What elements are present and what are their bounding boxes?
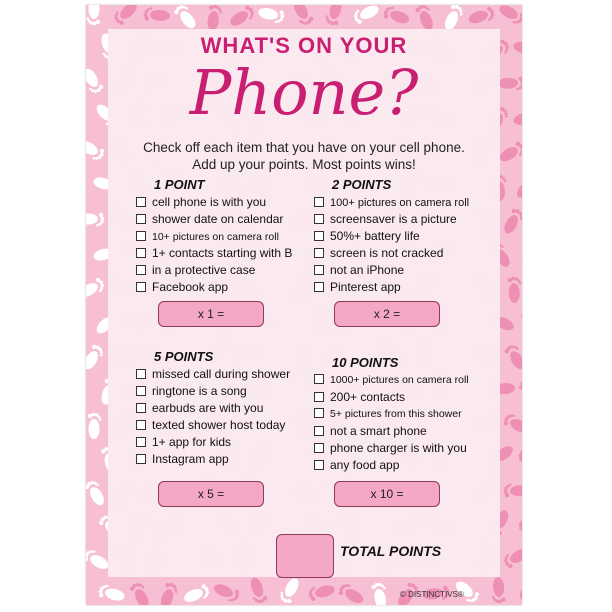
footprint-icon [246, 576, 268, 605]
instructions-line-2: Add up your points. Most points wins! [192, 157, 416, 172]
item-label: earbuds are with you [152, 401, 264, 415]
footprint-icon [143, 7, 170, 23]
checkbox[interactable] [136, 231, 146, 241]
list-item[interactable] [136, 366, 290, 383]
section-heading-1-point: 1 POINT [154, 177, 205, 192]
section-heading-2-points: 2 POINTS [332, 177, 392, 192]
checkbox[interactable] [136, 420, 146, 430]
list-item[interactable] [136, 383, 290, 400]
score-field-5-points[interactable]: x 5 = [158, 481, 264, 507]
item-label: 1+ app for kids [152, 435, 232, 449]
score-field-1-point[interactable]: x 1 = [158, 301, 264, 327]
list-item[interactable] [314, 389, 469, 406]
footprint-icon [324, 5, 345, 27]
checkbox[interactable] [136, 386, 146, 396]
list-item[interactable] [314, 228, 469, 245]
list-item[interactable] [136, 434, 290, 451]
footprint-icon [206, 5, 223, 32]
item-label: in a protective case [152, 263, 256, 277]
list-item[interactable] [314, 372, 469, 389]
item-label: 5+ pictures from this shower [330, 408, 462, 420]
checkbox[interactable] [136, 197, 146, 207]
footprint-icon [517, 513, 522, 534]
checkbox[interactable] [314, 231, 324, 241]
section-heading-10-points: 10 POINTS [332, 355, 399, 370]
footprint-icon [86, 5, 100, 25]
list-item[interactable] [314, 245, 469, 262]
item-label: screensaver is a picture [330, 212, 457, 226]
item-label: ringtone is a song [152, 384, 247, 398]
title-line-1: WHAT'S ON YOUR [200, 33, 408, 58]
list-item[interactable] [314, 457, 469, 474]
footprint-icon [502, 411, 522, 436]
total-points-field[interactable] [276, 534, 334, 578]
game-card [86, 5, 522, 605]
footprint-icon [111, 5, 140, 27]
list-item[interactable] [314, 194, 469, 211]
item-label: texted shower host today [152, 418, 286, 432]
item-label: not an iPhone [330, 263, 405, 277]
footprint-icon [227, 5, 257, 30]
list-item[interactable] [136, 451, 290, 468]
item-label: not a smart phone [330, 424, 427, 438]
item-label: shower date on calendar [152, 212, 284, 226]
item-label: phone charger is with you [330, 441, 467, 455]
checkbox[interactable] [136, 403, 146, 413]
checkbox[interactable] [314, 443, 324, 453]
footprint-icon [490, 577, 506, 604]
item-label: Pinterest app [330, 280, 401, 294]
footprint-icon [503, 483, 522, 498]
footprint-icon [182, 583, 212, 605]
footprint-icon [257, 6, 286, 25]
list-item[interactable] [136, 211, 292, 228]
footprint-icon [467, 6, 496, 28]
footprint-icon [517, 376, 522, 404]
footprint-icon [129, 580, 154, 605]
total-points-label: TOTAL POINTS [340, 543, 442, 559]
item-label: 100+ pictures on camera roll [330, 197, 470, 209]
footprint-icon [211, 581, 241, 604]
list-item[interactable] [314, 279, 469, 296]
footprint-icon [516, 576, 522, 605]
checkbox[interactable] [314, 460, 324, 470]
list-item[interactable] [136, 245, 292, 262]
list-item[interactable] [136, 228, 292, 245]
list-item[interactable] [314, 423, 469, 440]
footprint-icon [307, 581, 336, 602]
footprint-icon [514, 173, 522, 202]
footprint-icon [501, 207, 522, 237]
list-item[interactable] [136, 279, 292, 296]
checkbox[interactable] [136, 369, 146, 379]
checkbox[interactable] [136, 248, 146, 258]
list-item[interactable] [136, 417, 290, 434]
footprint-icon [278, 575, 302, 605]
checkbox[interactable] [136, 437, 146, 447]
footprint-icon [97, 583, 126, 603]
footprint-icon [289, 5, 314, 28]
list-item[interactable] [136, 262, 292, 279]
instructions [116, 139, 492, 173]
list-item[interactable] [314, 262, 469, 279]
list-item[interactable] [136, 400, 290, 417]
checkbox[interactable] [136, 454, 146, 464]
footprint-icon [496, 5, 522, 27]
item-label: 10+ pictures on camera roll [152, 231, 279, 243]
footprint-icon [501, 544, 522, 570]
score-field-10-points[interactable]: x 10 = [334, 481, 440, 507]
instructions-line-1: Check off each item that you have on your cell phone. [143, 140, 465, 155]
item-label: missed call during shower [152, 367, 291, 381]
item-label: screen is not cracked [330, 246, 444, 260]
list-item[interactable] [314, 211, 469, 228]
item-label: 200+ contacts [330, 390, 406, 404]
checklist-10-points [314, 372, 469, 474]
checkbox[interactable] [314, 248, 324, 258]
footprint-icon [507, 276, 522, 303]
checkbox[interactable] [314, 197, 324, 207]
checklist-2-points [314, 194, 469, 296]
footprint-icon [503, 342, 522, 372]
checkbox[interactable] [314, 426, 324, 436]
item-label: Instagram app [152, 452, 229, 466]
checkbox[interactable] [136, 282, 146, 292]
checkbox[interactable] [136, 265, 146, 275]
checklist-1-point [136, 194, 292, 296]
checkbox[interactable] [136, 214, 146, 224]
footprint-icon [520, 309, 522, 338]
item-label: any food app [330, 458, 400, 472]
checkbox[interactable] [314, 214, 324, 224]
footprint-icon [337, 581, 367, 605]
footprint-icon [497, 140, 522, 166]
footprint-icon [86, 276, 107, 301]
item-label: 50%+ battery life [330, 229, 420, 243]
footprint-icon [351, 5, 381, 25]
item-label: 1000+ pictures on camera roll [330, 374, 469, 386]
list-item[interactable] [314, 440, 469, 457]
checkbox[interactable] [314, 265, 324, 275]
title-line-2: Phone? [189, 56, 419, 129]
footprint-icon [371, 581, 390, 605]
footprint-icon [517, 447, 522, 466]
brand-mark: © DISTINCTIVS® [400, 590, 464, 599]
footprint-icon [519, 241, 522, 270]
list-item[interactable] [136, 194, 292, 211]
item-label: cell phone is with you [152, 195, 267, 209]
checkbox[interactable] [314, 282, 324, 292]
footprint-icon [86, 343, 106, 373]
item-label: 1+ contacts starting with B [152, 246, 293, 260]
score-field-2-points[interactable]: x 2 = [334, 301, 440, 327]
checklist-5-points [136, 366, 290, 468]
checkbox[interactable] [314, 392, 324, 402]
footprint-icon [86, 213, 104, 227]
footprint-icon [158, 581, 180, 605]
section-heading-5-points: 5 POINTS [154, 349, 214, 364]
footprint-icon [86, 478, 109, 508]
footprint-icon [88, 413, 102, 439]
footprint-icon [173, 5, 200, 31]
list-item[interactable] [314, 406, 469, 423]
item-label: Facebook app [152, 280, 229, 294]
footprint-icon [86, 138, 106, 163]
checkbox[interactable] [314, 374, 324, 384]
footprint-icon [382, 5, 412, 26]
checkbox[interactable] [314, 408, 324, 418]
